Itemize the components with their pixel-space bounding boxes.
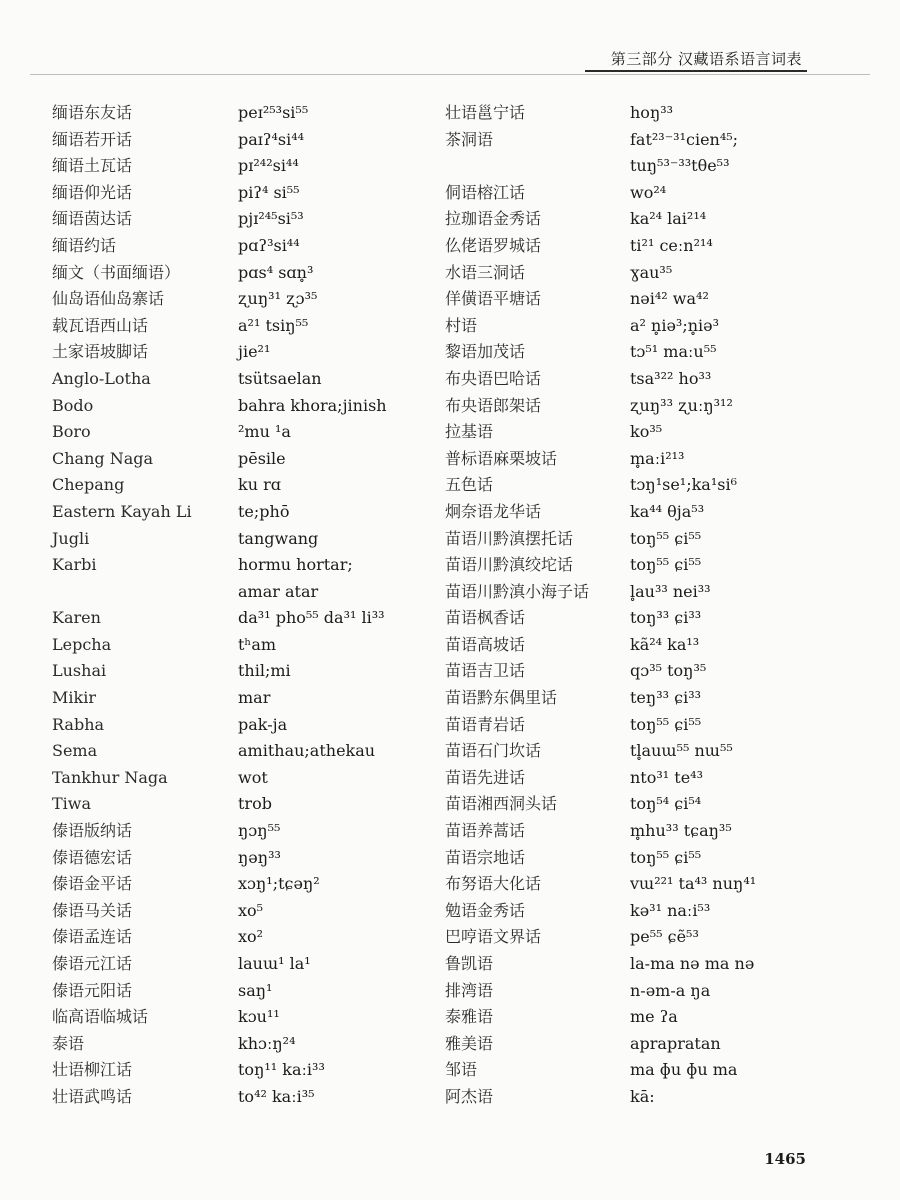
- language-name: 傣语元阳话: [52, 980, 133, 1000]
- language-name: Bodo: [52, 395, 94, 415]
- word-form: vɯ²²¹ ta⁴³ nuŋ⁴¹: [630, 874, 757, 894]
- word-form: lauɯ¹ la¹: [238, 954, 311, 973]
- word-form: wot: [238, 767, 268, 787]
- word-form: xo²: [238, 927, 264, 947]
- language-name: 缅语东友话: [52, 103, 133, 122]
- language-name: 佯僙语平塘话: [445, 289, 542, 309]
- word-form: khɔːŋ²⁴: [238, 1033, 296, 1053]
- language-name: 壮语邕宁话: [445, 103, 526, 122]
- word-form: ti²¹ ceːn²¹⁴: [630, 235, 713, 255]
- word-form: ko³⁵: [630, 422, 663, 442]
- word-form: a²¹ tsiŋ⁵⁵: [238, 315, 309, 335]
- word-form: pɪ²⁴²si⁴⁴: [238, 156, 299, 176]
- word-form: tɔ⁵¹ maːu⁵⁵: [630, 342, 717, 362]
- language-name: Sema: [52, 741, 98, 761]
- word-form: kã²⁴ ka¹³: [630, 634, 700, 654]
- language-name: 苗语黔东偶里话: [445, 688, 558, 708]
- language-name: 傣语元江话: [52, 954, 133, 973]
- word-form: ma ɸu ɸu ma: [630, 1060, 738, 1080]
- word-form: amithau;athekau: [238, 741, 376, 761]
- word-form: wo²⁴: [630, 182, 667, 202]
- language-name: Boro: [52, 422, 91, 442]
- word-form: tsa³²² ho³³: [630, 368, 712, 388]
- word-form: toŋ⁵⁵ ɕi⁵⁵: [630, 555, 702, 575]
- word-form: tsütsaelan: [238, 368, 322, 388]
- language-name: 苗语养蒿话: [445, 821, 526, 841]
- word-form: mar: [238, 688, 271, 708]
- language-name: 泰语: [52, 1033, 85, 1053]
- language-name: 苗语吉卫话: [445, 661, 526, 681]
- word-form: xo⁵: [238, 900, 264, 920]
- language-name: 布央语巴哈话: [445, 368, 542, 388]
- word-form: m̥hu³³ tɕaŋ³⁵: [630, 821, 732, 841]
- word-form: tuŋ⁵³⁻³³tθe⁵³: [630, 156, 730, 176]
- language-name: 缅语约话: [52, 235, 117, 255]
- language-name: [445, 153, 620, 180]
- word-form: thil;mi: [238, 661, 291, 681]
- language-name: Karen: [52, 608, 101, 628]
- word-form: ŋɔŋ⁵⁵: [238, 821, 281, 841]
- header-rule: [30, 74, 870, 75]
- word-form: aprapratan: [630, 1033, 721, 1053]
- word-form: me ʔa: [630, 1007, 678, 1027]
- header-underline: [585, 70, 807, 72]
- language-name: 傣语金平话: [52, 874, 133, 894]
- word-form: kɔu¹¹: [238, 1007, 280, 1027]
- word-form: toŋ¹¹ kaːi³³: [238, 1060, 325, 1080]
- language-name: 仙岛语仙岛寨话: [52, 289, 165, 309]
- word-form: m̥aːi²¹³: [630, 448, 685, 468]
- language-name: 拉珈语金秀话: [445, 209, 542, 229]
- word-form: pjɪ²⁴⁵si⁵³: [238, 209, 304, 229]
- language-name: 邹语: [445, 1060, 478, 1080]
- word-form: pe⁵⁵ ɕẽ⁵³: [630, 927, 699, 947]
- word-form: n-əm-a ŋa: [630, 980, 711, 1000]
- language-name: 苗语先进话: [445, 767, 526, 787]
- word-form: piʔ⁴ si⁵⁵: [238, 182, 300, 202]
- word-form: kə³¹ naːi⁵³: [630, 900, 711, 920]
- language-name: 苗语枫香话: [445, 608, 526, 628]
- word-form: ka⁴⁴ θja⁵³: [630, 501, 705, 521]
- language-name: 五色话: [445, 475, 494, 495]
- language-name: 缅语若开话: [52, 129, 133, 149]
- word-form: saŋ¹: [238, 980, 273, 1000]
- word-form: ²mu ¹a: [238, 422, 291, 442]
- language-name: 傣语德宏话: [52, 847, 133, 867]
- language-name: 普标语麻栗坡话: [445, 448, 558, 468]
- word-form: to⁴² kaːi³⁵: [238, 1086, 315, 1106]
- language-name: 排湾语: [445, 980, 494, 1000]
- left-language-column: [52, 100, 232, 1111]
- word-form: ku rɑ: [238, 475, 281, 495]
- word-form: tɔŋ¹se¹;ka¹si⁶: [630, 475, 737, 495]
- word-form: nəi⁴² wa⁴²: [630, 289, 709, 309]
- word-form: a² n̥iə³;n̥iə³: [630, 315, 720, 335]
- word-form: ʐuŋ³¹ ʐɔ³⁵: [238, 289, 318, 309]
- language-name: 傣语孟连话: [52, 927, 133, 947]
- word-form: la-ma nə ma nə: [630, 954, 755, 973]
- language-name: 傣语马关话: [52, 900, 133, 920]
- left-form-column: [238, 100, 438, 1111]
- word-form: ʐuŋ³³ ʐuːŋ³¹²: [630, 395, 733, 415]
- language-name: 拉基语: [445, 422, 494, 442]
- word-form: pɑs⁴ sɑn̥³: [238, 262, 314, 282]
- language-name: 苗语青岩话: [445, 714, 526, 734]
- word-form: amar atar: [238, 581, 319, 601]
- word-form: pak-ja: [238, 714, 288, 734]
- language-name: 缅语茵达话: [52, 209, 133, 229]
- language-name: 侗语榕江话: [445, 182, 526, 202]
- word-form: tʰam: [238, 634, 277, 654]
- language-name: 缅文（书面缅语）: [52, 262, 181, 282]
- word-form: nto³¹ te⁴³: [630, 767, 704, 787]
- language-name: Rabha: [52, 714, 105, 734]
- right-language-column: [445, 100, 620, 1111]
- language-name: 苗语川黔滇摆托话: [445, 528, 574, 548]
- language-name: 鲁凯语: [445, 954, 494, 973]
- language-name: 炯奈语龙华话: [445, 501, 542, 521]
- language-name: Tiwa: [52, 794, 92, 814]
- language-name: 仫佬语罗城话: [445, 235, 542, 255]
- word-form: kā:: [630, 1086, 655, 1106]
- language-name: 苗语湘西洞头话: [445, 794, 558, 814]
- language-name: 巴哼语文界话: [445, 927, 542, 947]
- word-form: tl̥auɯ⁵⁵ nɯ⁵⁵: [630, 741, 733, 761]
- language-name: Jugli: [52, 528, 90, 548]
- language-name: 黎语加茂话: [445, 342, 526, 362]
- language-name: Mikir: [52, 688, 96, 708]
- language-name: 泰雅语: [445, 1007, 494, 1027]
- language-name: 载瓦语西山话: [52, 315, 149, 335]
- language-name: Lepcha: [52, 634, 112, 654]
- word-form: teŋ³³ ɕi³³: [630, 688, 702, 708]
- word-form: l̥au³³ nei³³: [630, 581, 711, 601]
- language-name: 阿杰语: [445, 1086, 494, 1106]
- word-form: fat²³⁻³¹cien⁴⁵;: [630, 129, 739, 149]
- language-name: Anglo-Lotha: [52, 368, 151, 388]
- word-form: toŋ⁵⁵ ɕi⁵⁵: [630, 528, 702, 548]
- word-form: ka²⁴ lai²¹⁴: [630, 209, 707, 229]
- word-form: da³¹ pho⁵⁵ da³¹ li³³: [238, 608, 385, 628]
- language-name: Chang Naga: [52, 448, 154, 468]
- word-form: toŋ⁵⁵ ɕi⁵⁵: [630, 847, 702, 867]
- language-name: 苗语川黔滇绞坨话: [445, 555, 574, 575]
- right-form-column: [630, 100, 870, 1111]
- language-name: 苗语高坡话: [445, 634, 526, 654]
- language-name: 土家语坡脚话: [52, 342, 149, 362]
- language-name: 缅语仰光话: [52, 182, 133, 202]
- word-form: paɪʔ⁴si⁴⁴: [238, 129, 305, 149]
- word-form: jie²¹: [238, 342, 271, 362]
- word-form: te;phō: [238, 501, 290, 521]
- language-name: 临高语临城话: [52, 1007, 149, 1027]
- language-name: 水语三洞话: [445, 262, 526, 282]
- language-name: 茶洞语: [445, 129, 494, 149]
- language-name: 苗语宗地话: [445, 847, 526, 867]
- word-form: pɑʔ³si⁴⁴: [238, 235, 300, 255]
- language-name: 雅美语: [445, 1033, 494, 1053]
- word-form: toŋ⁵⁵ ɕi⁵⁵: [630, 714, 702, 734]
- language-name: 壮语武鸣话: [52, 1086, 133, 1106]
- language-name: Tankhur Naga: [52, 767, 168, 787]
- word-form: peɪ²⁵³si⁵⁵: [238, 103, 309, 122]
- language-name: 傣语版纳话: [52, 821, 133, 841]
- language-name: 缅语土瓦话: [52, 156, 133, 176]
- word-form: hormu hortar;: [238, 555, 353, 575]
- language-name: [52, 579, 232, 606]
- word-form: toŋ⁵⁴ ɕi⁵⁴: [630, 794, 702, 814]
- word-form: pēsile: [238, 448, 286, 468]
- language-name: 壮语柳江话: [52, 1060, 133, 1080]
- language-name: 村语: [445, 315, 478, 335]
- language-name: Chepang: [52, 475, 125, 495]
- word-form: tangwang: [238, 528, 319, 548]
- word-form: toŋ³³ ɕi³³: [630, 608, 702, 628]
- word-form: ɣau³⁵: [630, 262, 673, 282]
- word-form: xɔŋ¹;tɕəŋ²: [238, 874, 320, 894]
- language-name: Karbi: [52, 555, 97, 575]
- language-name: Lushai: [52, 661, 107, 681]
- language-name: 布努语大化话: [445, 874, 542, 894]
- word-form: hoŋ³³: [630, 103, 674, 122]
- language-name: 苗语石门坎话: [445, 741, 542, 761]
- word-form: trob: [238, 794, 272, 814]
- word-form: qɔ³⁵ toŋ³⁵: [630, 661, 707, 681]
- language-name: 布央语郎架话: [445, 395, 542, 415]
- word-form: ŋəŋ³³: [238, 847, 281, 867]
- language-name: Eastern Kayah Li: [52, 501, 192, 521]
- running-header: 第三部分 汉藏语系语言词表: [610, 50, 802, 68]
- page-number: 1465: [764, 1150, 806, 1168]
- word-form: bahra khora;jinish: [238, 395, 387, 415]
- language-name: 苗语川黔滇小海子话: [445, 581, 590, 601]
- language-name: 勉语金秀话: [445, 900, 526, 920]
